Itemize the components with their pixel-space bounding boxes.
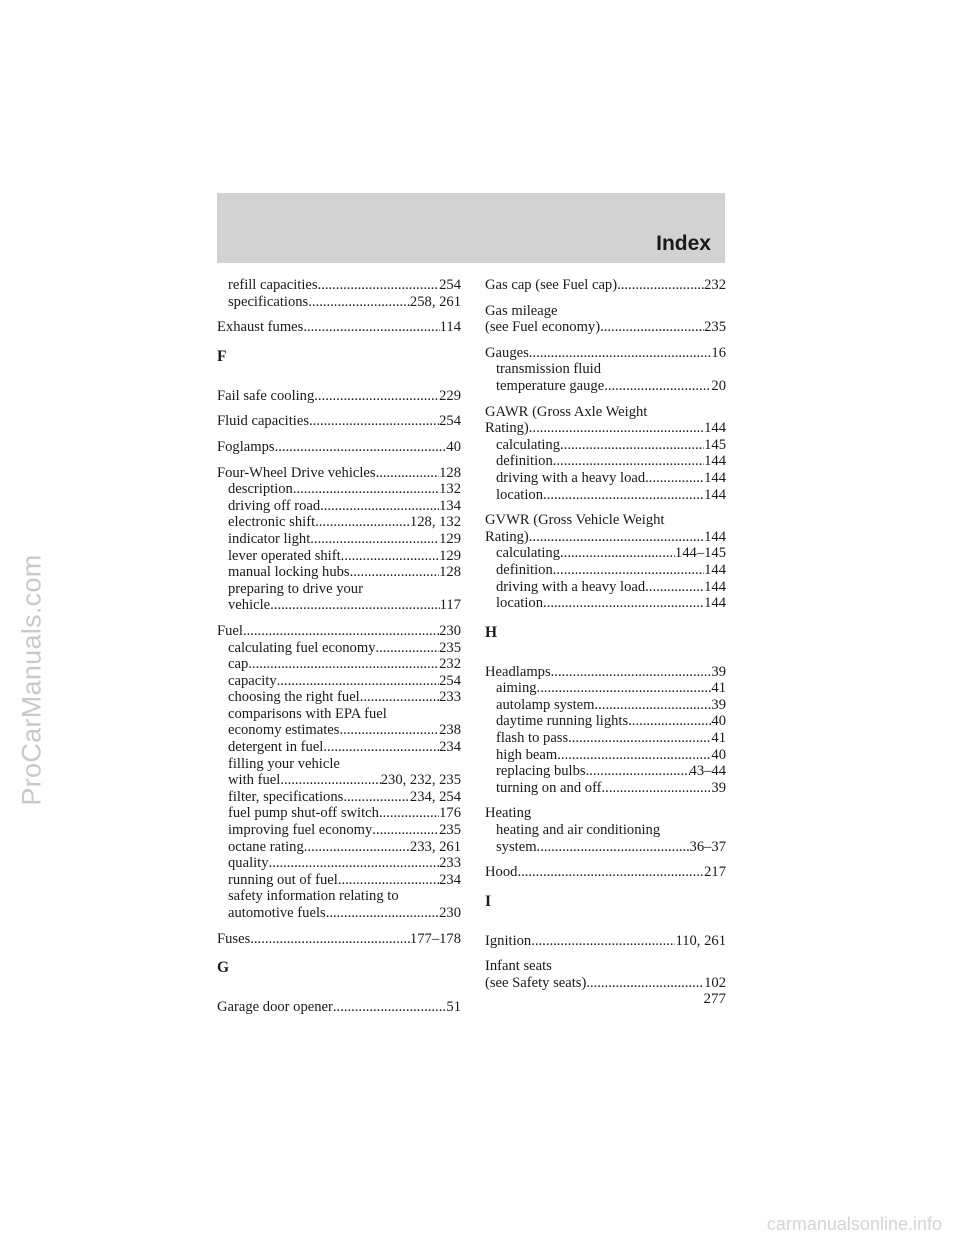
index-entry-line [485,664,726,681]
index-entry [485,512,726,612]
entry-term: driving with a heavy load [496,578,646,595]
entry-page-ref: 39 [711,779,726,796]
index-entry-line [485,864,726,881]
dot-leader [645,470,704,487]
dot-leader [553,562,704,579]
entry-page-ref: 234, 254 [409,788,461,805]
entry-term: Fluid capacities [217,413,309,430]
index-entry [485,277,726,294]
entry-term: definition [496,453,553,470]
entry-page-ref: 39 [711,696,726,713]
index-entry-line [217,623,461,640]
index-subentry-line [485,545,726,562]
entry-page-ref: 132 [439,481,461,498]
dot-leader [320,498,439,515]
index-entry-line [217,465,461,482]
dot-leader [277,673,439,690]
entry-page-ref: 229 [439,387,461,404]
index-entry-line [485,319,726,336]
index-subentry-line [485,378,726,395]
dot-leader [543,595,704,612]
entry-term: Infant seats [485,958,552,975]
entry-term: transmission fluid [496,361,601,378]
dot-leader [551,664,712,681]
index-entry-line [485,512,726,529]
index-subentry-line [485,747,726,764]
dot-leader [314,388,439,405]
entry-term: quality [228,855,269,872]
index-subentry-line [485,822,726,839]
dot-leader [645,579,704,596]
index-column-left [217,277,461,1025]
entry-page-ref: 144 [704,420,726,437]
dot-leader [304,839,410,856]
index-entry [485,805,726,855]
dot-leader [376,640,440,657]
entry-term: running out of fuel [228,871,338,888]
dot-leader [553,453,704,470]
entry-page-ref: 16 [711,344,726,361]
entry-term: calculating [496,545,561,562]
entry-term: filter, specifications [228,788,344,805]
entry-page-ref: 254 [439,277,461,293]
entry-term: driving off road [228,497,321,514]
index-entry-line [485,958,726,975]
entry-term: heating and air conditioning [496,822,661,839]
index-subentry-line [217,481,461,498]
entry-term: Foglamps [217,438,275,455]
entry-page-ref: 233 [439,689,461,706]
entry-term: comparisons with EPA fuel [228,705,387,722]
index-subentry-line [217,581,461,598]
index-subentry-line [217,905,461,922]
dot-leader [360,689,439,706]
header-band [217,193,725,263]
index-entry [217,413,461,430]
entry-term: Fuel [217,622,243,639]
dot-leader [531,933,675,950]
entry-term: description [228,481,293,498]
entry-page-ref: 51 [446,999,461,1016]
dot-leader [602,780,712,797]
dot-leader [586,763,690,780]
entry-term: flash to pass [496,730,569,747]
entry-page-ref: 144 [704,578,726,595]
dot-leader [275,439,447,456]
entry-term: daytime running lights [496,713,629,730]
entry-term: GVWR (Gross Vehicle Weight [485,512,665,529]
entry-term: turning on and off [496,779,602,796]
index-subentry-line [485,437,726,454]
entry-page-ref: 217 [704,864,726,881]
dot-leader [310,531,439,548]
dot-leader [333,999,447,1016]
entry-term: Rating) [485,420,529,437]
entry-term: Gas cap (see Fuel cap) [485,277,618,293]
entry-term: Four-Wheel Drive vehicles [217,464,376,481]
dot-leader [248,656,439,673]
index-subentry-line [485,595,726,612]
entry-term: Gas mileage [485,302,558,319]
entry-page-ref: 233, 261 [409,838,461,855]
entry-page-ref: 40 [711,713,726,730]
index-entry-line [485,277,726,294]
entry-page-ref: 40 [711,746,726,763]
entry-page-ref: 234 [439,871,461,888]
section-letter: G [217,959,230,977]
dot-leader [270,597,440,614]
index-subentry-line [217,640,461,657]
index-subentry-line [485,839,726,856]
entry-term: electronic shift [228,514,316,531]
entry-page-ref: 176 [439,805,461,822]
index-subentry-line [217,722,461,739]
entry-page-ref: 43–44 [689,763,726,780]
entry-page-ref: 254 [439,672,461,689]
index-subentry-line [485,487,726,504]
dot-leader [326,905,439,922]
entry-page-ref: 129 [439,547,461,564]
section-letter: F [217,347,227,365]
entry-term: Fuses [217,930,251,947]
entry-page-ref: 128, 132 [409,514,461,531]
entry-term: choosing the right fuel [228,689,360,706]
index-entry [217,388,461,405]
dot-leader [529,420,704,437]
entry-page-ref: 144 [704,453,726,470]
dot-leader [280,772,380,789]
index-subentry-line [217,656,461,673]
dot-leader [529,529,704,546]
index-subentry-line [485,453,726,470]
index-entry [217,999,461,1016]
dot-leader [343,789,410,806]
index-subentry-line [485,562,726,579]
dot-leader [339,722,439,739]
entry-term: capacity [228,672,277,689]
dot-leader [557,747,711,764]
entry-term: Headlamps [485,663,551,680]
dot-leader [568,730,711,747]
index-subentry-line [217,689,461,706]
entry-term: safety information relating to [228,888,399,905]
dot-leader [604,378,711,395]
index-subentry-line [485,730,726,747]
index-subentry-line [217,739,461,756]
entry-term: definition [496,561,553,578]
entry-page-ref: 128 [439,564,461,581]
dot-leader [617,277,704,294]
entry-term: driving with a heavy load [496,469,646,486]
index-entry-line [485,420,726,437]
entry-page-ref: 128 [439,464,461,481]
index-entry [485,958,726,991]
index-subentry-line [217,772,461,789]
index-entry-line [485,975,726,992]
entry-page-ref: 144 [704,561,726,578]
entry-term: refill capacities [228,277,318,293]
index-entry [485,864,726,881]
index-entry-line [485,805,726,822]
entry-term: cap [228,656,249,673]
dot-leader [341,548,439,565]
entry-page-ref: 234 [439,739,461,756]
entry-term: with fuel [228,772,281,789]
index-subentry-line [217,789,461,806]
index-entry-line [217,999,461,1016]
entry-page-ref: 114 [439,319,461,336]
index-subentry-line [217,564,461,581]
dot-leader [517,864,704,881]
entry-page-ref: 238 [439,722,461,739]
entry-term: preparing to drive your [228,580,363,597]
index-column-right [485,277,726,1001]
entry-page-ref: 41 [711,680,726,697]
section-letter: I [485,892,492,910]
entry-page-ref: 110, 261 [675,932,726,949]
dot-leader [376,465,440,482]
entry-term: temperature gauge [496,377,605,394]
index-subentry-line [485,780,726,797]
entry-term: calculating [496,436,561,453]
dot-leader [303,319,439,336]
dot-leader [529,345,712,362]
entry-term: Heating [485,805,532,822]
index-entry [485,933,726,950]
entry-term: location [496,595,544,612]
entry-page-ref: 233 [439,855,461,872]
entry-page-ref: 144 [704,486,726,503]
entry-page-ref: 144 [704,469,726,486]
entry-term: (see Fuel economy) [485,319,601,336]
dot-leader [560,545,675,562]
entry-page-ref: 129 [439,530,461,547]
entry-term: autolamp system [496,696,595,713]
dot-leader [338,872,439,889]
index-subentry-line [217,888,461,905]
bottom-watermark: carmanualsonline.info [766,1214,942,1234]
index-subentry-line [485,713,726,730]
dot-leader [586,975,704,992]
dot-leader [537,680,712,697]
index-entry [217,931,461,948]
entry-term: Gauges [485,344,529,361]
entry-page-ref: 230 [439,905,461,921]
entry-term: Garage door opener [217,999,333,1016]
entry-term: (see Safety seats) [485,975,587,991]
index-subentry-line [217,855,461,872]
entry-term: improving fuel economy [228,822,373,839]
entry-term: manual locking hubs [228,564,350,581]
section-letter: H [485,623,498,641]
entry-term: lever operated shift [228,547,341,564]
entry-term: vehicle [228,597,271,614]
entry-term: specifications [228,293,309,310]
dot-leader [372,822,439,839]
dot-leader [250,931,410,948]
index-entry [217,623,461,922]
entry-term: Fail safe cooling [217,387,315,404]
index-entry-line [485,345,726,362]
index-entry-line [217,931,461,948]
entry-page-ref: 235 [439,639,461,656]
entry-term: Ignition [485,932,532,949]
index-subentry-line [217,531,461,548]
index-entry-line [217,413,461,430]
dot-leader [308,294,410,311]
entry-page-ref: 230, 232, 235 [380,772,461,789]
entry-term: system [496,838,537,855]
index-subentry-line [217,839,461,856]
entry-term: calculating fuel economy [228,639,376,656]
entry-term: filling your vehicle [228,755,340,772]
dot-leader [315,514,410,531]
index-entry [485,345,726,395]
entry-page-ref: 258, 261 [409,293,461,310]
entry-page-ref: 232 [439,656,461,673]
entry-page-ref: 134 [439,497,461,514]
index-entry-line [485,303,726,320]
dot-leader [595,697,712,714]
index-entry-line [485,404,726,421]
index-subentry-line [217,548,461,565]
entry-page-ref: 102 [704,975,726,991]
index-subentry-line [485,361,726,378]
index-entry [217,439,461,456]
entry-page-ref: 20 [711,377,726,394]
index-subentry-line [217,597,461,614]
index-subentry-line [485,680,726,697]
entry-term: Rating) [485,528,529,545]
entry-term: economy estimates [228,722,340,739]
entry-term: replacing bulbs [496,763,586,780]
entry-page-ref: 254 [439,413,461,430]
entry-page-ref: 230 [439,622,461,639]
entry-term: Hood [485,864,518,881]
entry-page-ref: 145 [704,436,726,453]
page-title: Index [656,232,711,255]
entry-term: fuel pump shut-off switch [228,805,379,822]
entry-page-ref: 41 [711,730,726,747]
index-subentry-line [485,470,726,487]
dot-leader [379,805,439,822]
page-number: 277 [703,991,726,1007]
index-subentry-line [217,294,461,311]
dot-leader [628,713,711,730]
index-entry [217,277,461,310]
entry-term: detergent in fuel [228,739,324,756]
index-subentry-line [217,706,461,723]
dot-leader [543,487,704,504]
dot-leader [323,739,439,756]
index-subentry-line [217,756,461,773]
index-subentry-line [217,498,461,515]
dot-leader [350,564,440,581]
entry-page-ref: 235 [439,822,461,839]
entry-page-ref: 117 [439,597,461,614]
entry-term: high beam [496,746,558,763]
index-subentry-line [485,579,726,596]
entry-page-ref: 39 [711,663,726,680]
dot-leader [318,277,440,294]
entry-term: octane rating [228,838,304,855]
side-watermark: ProCarManuals.com [16,554,47,806]
index-subentry-line [485,763,726,780]
dot-leader [600,319,704,336]
dot-leader [537,839,690,856]
entry-term: location [496,486,544,503]
entry-term: automotive fuels [228,905,326,921]
index-entry [485,303,726,336]
dot-leader [560,437,704,454]
entry-page-ref: 36–37 [689,838,726,855]
dot-leader [243,623,439,640]
entry-term: GAWR (Gross Axle Weight [485,403,648,420]
index-subentry-line [217,822,461,839]
dot-leader [309,413,439,430]
entry-page-ref: 144 [704,595,726,612]
entry-term: Exhaust fumes [217,319,304,336]
index-subentry-line [217,805,461,822]
entry-page-ref: 144 [704,528,726,545]
dot-leader [293,481,439,498]
entry-page-ref: 40 [446,438,461,455]
index-subentry-line [217,673,461,690]
index-subentry-line [217,277,461,294]
index-entry-line [485,529,726,546]
index-subentry-line [217,872,461,889]
entry-page-ref: 177–178 [409,930,461,947]
entry-page-ref: 144–145 [674,545,726,562]
index-subentry-line [485,697,726,714]
dot-leader [269,855,440,872]
index-entry-line [217,439,461,456]
entry-page-ref: 235 [704,319,726,336]
index-entry [485,664,726,797]
index-entry [217,465,461,614]
entry-term: aiming [496,680,537,697]
index-entry-line [217,388,461,405]
index-entry-line [485,933,726,950]
entry-term: indicator light [228,530,311,547]
index-entry [217,319,461,336]
entry-page-ref: 232 [704,277,726,293]
index-entry [485,404,726,504]
index-subentry-line [217,514,461,531]
index-entry-line [217,319,461,336]
